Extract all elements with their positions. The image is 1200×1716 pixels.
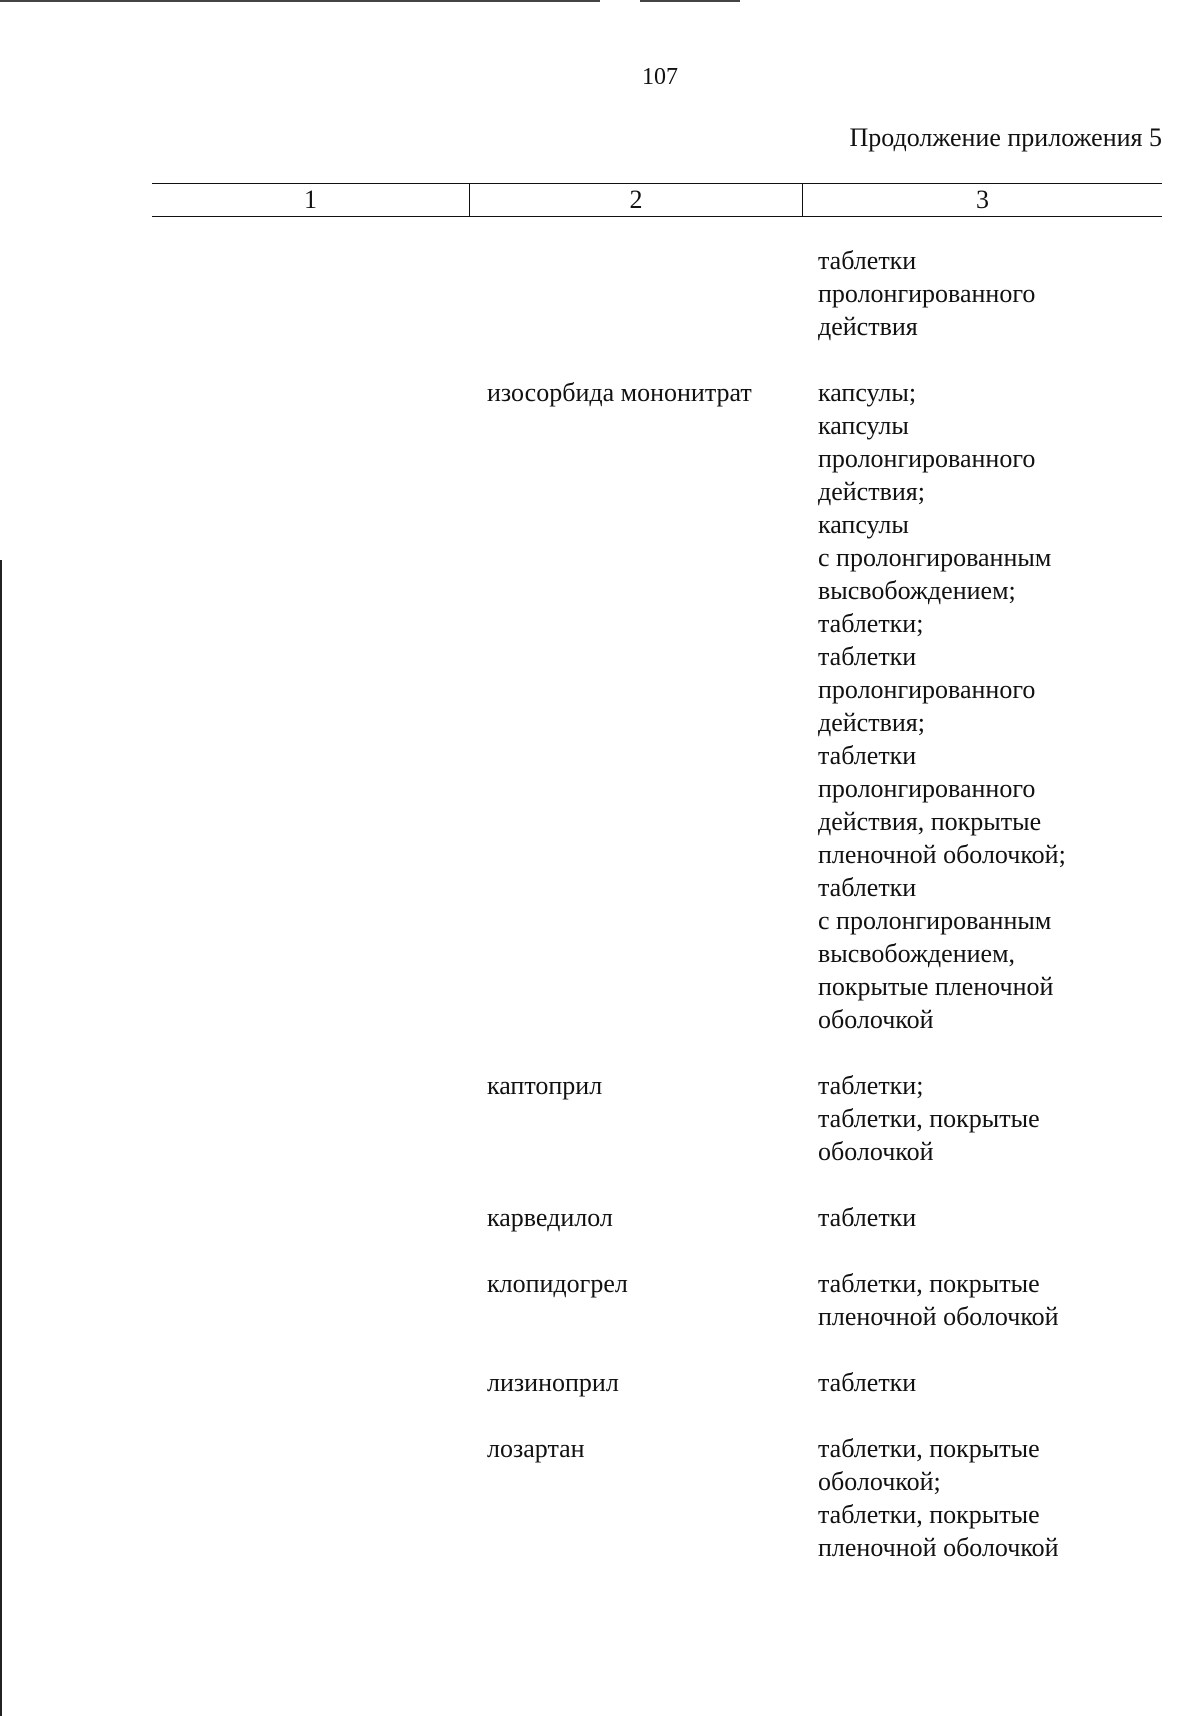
dosage-form-line: таблетки, покрытые	[818, 1434, 1040, 1463]
dosage-form-line: капсулы	[818, 411, 909, 440]
continuation-title: Продолжение приложения 5	[849, 123, 1162, 152]
table-row	[0, 1366, 1200, 1399]
drug-name: клопидогрел	[487, 1269, 628, 1298]
table-row	[0, 376, 1200, 1036]
dosage-form-line: пленочной оболочкой	[818, 1533, 1059, 1562]
column-header-1: 1	[152, 184, 470, 216]
dosage-form-line: пролонгированного	[818, 444, 1036, 473]
dosage-form-line: оболочкой	[818, 1137, 934, 1166]
dosage-form-line: таблетки	[818, 1368, 917, 1397]
dosage-form-line: пролонгированного	[818, 675, 1036, 704]
dosage-form-line: таблетки, покрытые	[818, 1269, 1040, 1298]
table-body	[0, 244, 1200, 1597]
column-header-2: 2	[470, 184, 803, 216]
table-row	[0, 244, 1200, 343]
dosage-forms	[818, 1267, 1178, 1333]
scan-edge-top	[0, 0, 600, 2]
dosage-form-line: таблетки;	[818, 1071, 924, 1100]
dosage-form-line: пролонгированного	[818, 774, 1036, 803]
dosage-forms	[818, 1366, 1178, 1399]
table-row	[0, 1267, 1200, 1333]
dosage-forms	[818, 1201, 1178, 1234]
table-header	[152, 183, 1162, 217]
dosage-form-line: капсулы	[818, 510, 909, 539]
dosage-form-line: пленочной оболочкой;	[818, 840, 1066, 869]
table-row	[0, 1069, 1200, 1168]
dosage-form-line: таблетки, покрытые	[818, 1104, 1040, 1133]
dosage-form-line: таблетки	[818, 642, 917, 671]
dosage-form-line: действия	[818, 312, 918, 341]
drug-name: карведилол	[487, 1203, 613, 1232]
page-number: 107	[642, 64, 678, 90]
scan-edge-top-fragment	[640, 0, 740, 2]
table-row	[0, 1201, 1200, 1234]
dosage-form-line: таблетки;	[818, 609, 924, 638]
dosage-forms	[818, 1069, 1178, 1168]
dosage-forms	[818, 244, 1178, 343]
dosage-form-line: действия;	[818, 477, 925, 506]
dosage-form-line: высвобождением,	[818, 939, 1016, 968]
dosage-form-line: таблетки	[818, 873, 917, 902]
dosage-form-line: действия, покрытые	[818, 807, 1042, 836]
dosage-form-line: оболочкой	[818, 1005, 934, 1034]
dosage-form-line: с пролонгированным	[818, 906, 1052, 935]
dosage-form-line: действия;	[818, 708, 925, 737]
dosage-form-line: покрытые пленочной	[818, 972, 1054, 1001]
drug-name: каптоприл	[487, 1071, 603, 1100]
dosage-forms	[818, 1432, 1178, 1564]
drug-name: лозартан	[487, 1434, 585, 1463]
table-row	[0, 1432, 1200, 1564]
dosage-form-line: с пролонгированным	[818, 543, 1052, 572]
dosage-form-line: пленочной оболочкой	[818, 1302, 1059, 1331]
dosage-form-line: таблетки	[818, 1203, 917, 1232]
drug-name: изосорбида мононитрат	[487, 378, 752, 407]
dosage-form-line: высвобождением;	[818, 576, 1016, 605]
drug-name: лизиноприл	[487, 1368, 619, 1397]
column-header-3: 3	[976, 185, 989, 214]
dosage-form-line: оболочкой;	[818, 1467, 941, 1496]
dosage-form-line: таблетки	[818, 741, 917, 770]
dosage-form-line: капсулы;	[818, 378, 917, 407]
dosage-form-line: пролонгированного	[818, 279, 1036, 308]
dosage-form-line: таблетки	[818, 246, 917, 275]
dosage-forms	[818, 376, 1178, 1036]
dosage-form-line: таблетки, покрытые	[818, 1500, 1040, 1529]
